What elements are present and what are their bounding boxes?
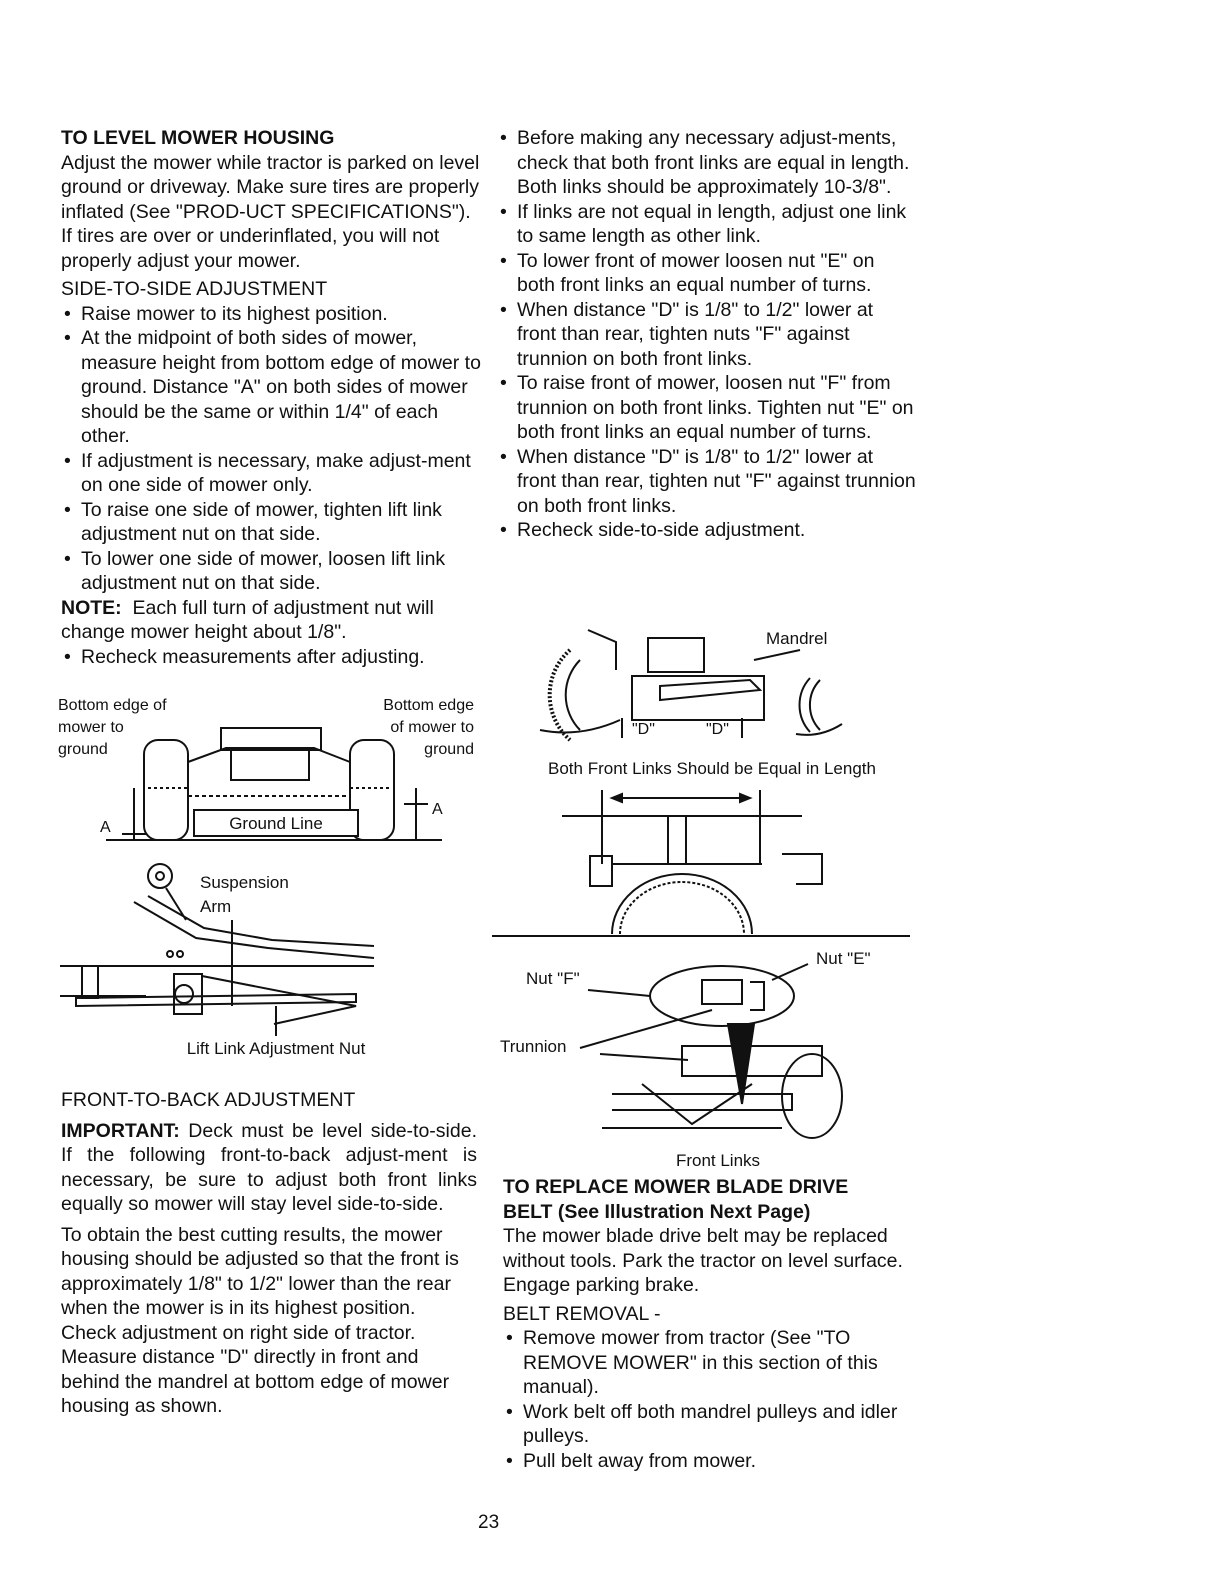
page-number: 23 xyxy=(478,1512,500,1533)
distance-d-front: "D" xyxy=(632,721,655,738)
list-item: • To raise one side of mower, tighten lift link adjustment nut on that side. xyxy=(61,498,481,547)
front-links-diagram xyxy=(492,784,910,1174)
list-item: • Remove mower from tractor (See "TO REMOVE MOWER" in this section of this manual). xyxy=(503,1326,913,1400)
replace-belt-section xyxy=(503,1175,913,1473)
front-links-caption: Front Links xyxy=(675,1151,761,1170)
list-item: • Work belt off both mandrel pulleys and idler pulleys. xyxy=(503,1400,913,1449)
important-label: IMPORTANT: xyxy=(61,1119,180,1142)
note-paragraph xyxy=(61,596,481,645)
lift-link-caption: Lift Link Adjustment Nut xyxy=(186,1039,366,1058)
suspension-label-line2: Arm xyxy=(200,897,232,916)
note-text: Each full turn of adjustment nut will change mower height about 1/8". xyxy=(61,596,434,643)
belt-removal-list xyxy=(503,1326,913,1473)
intro-paragraph: Adjust the mower while tractor is parked on level ground or driveway. Make sure tires are properly inflated (See "PROD-UCT SPECIFICATIONS"). If tires are over or underinflated, you will not properly adjust your mower. xyxy=(61,151,480,272)
mandrel-label: Mandrel xyxy=(766,629,828,648)
fig1-left-label-line1: Bottom edge of xyxy=(58,697,167,714)
nut-f-label: Nut "F" xyxy=(526,969,580,988)
distance-d-rear: "D" xyxy=(706,721,729,738)
best-cutting-paragraph: To obtain the best cutting results, the mower housing should be adjusted so that the front is approximately 1/8" to 1/2" lower than the rear when the mower is in its highest position. xyxy=(61,1223,459,1319)
note-label: NOTE: xyxy=(61,596,122,619)
side-to-side-diagram xyxy=(56,692,482,852)
list-item: • To lower front of mower loosen nut "E" on both front links an equal number of turns. xyxy=(497,249,917,298)
check-adjustment-paragraph: Check adjustment on right side of tractor. Measure distance "D" directly in front and behind the mandrel at bottom edge of mower housing as shown. xyxy=(61,1321,450,1417)
list-item: • To raise front of mower, loosen nut "F" from trunnion on both front links. Tighten nut "E" on both front links an equal number of turns. xyxy=(497,371,917,445)
recheck-list xyxy=(61,645,481,670)
nut-e-label: Nut "E" xyxy=(816,949,871,968)
replace-belt-paragraph: The mower blade drive belt may be replaced without tools. Park the tractor on level surface. Engage parking brake. xyxy=(503,1225,903,1296)
distance-a-right: A xyxy=(432,801,443,818)
equal-length-caption: Both Front Links Should be Equal in Length xyxy=(548,759,876,778)
fig1-right-label-line2: of mower to xyxy=(390,719,474,736)
list-item: • At the midpoint of both sides of mower, measure height from bottom edge of mower to ground. Distance "A" on both sides of mower should be the same or within 1/4" of each other. xyxy=(61,326,481,449)
side-to-side-heading: SIDE-TO-SIDE ADJUSTMENT xyxy=(61,278,328,300)
list-item: • Recheck measurements after adjusting. xyxy=(61,645,481,670)
list-item: • When distance "D" is 1/8" to 1/2" lower at front than rear, tighten nut "F" against trunnion on both front links. xyxy=(497,445,917,519)
mandrel-distance-diagram xyxy=(520,620,900,786)
list-item: • Before making any necessary adjust-ments, check that both front links are equal in length. Both links should be approximately 10-3/8". xyxy=(497,126,917,200)
list-item: • Recheck side-to-side adjustment. xyxy=(497,518,917,543)
suspension-label-line1: Suspension xyxy=(200,873,289,892)
right-column xyxy=(497,126,917,543)
ground-line-label: Ground Line xyxy=(229,814,323,833)
list-item: • When distance "D" is 1/8" to 1/2" lower at front than rear, tighten nuts "F" against trunnion on both front links. xyxy=(497,298,917,372)
important-text: Deck must be level side-to-side. If the following front-to-back adjust-ment is necessary, be sure to adjust both front links equally so mower will stay level side-to-side. xyxy=(61,1119,477,1215)
list-item: • Raise mower to its highest position. xyxy=(61,302,481,327)
trunnion-label: Trunnion xyxy=(500,1037,567,1056)
distance-a-left: A xyxy=(100,819,111,836)
important-paragraph xyxy=(61,1119,477,1217)
fig1-right-label-line1: Bottom edge xyxy=(383,697,474,714)
replace-belt-heading-line2: BELT (See Illustration Next Page) xyxy=(503,1200,811,1223)
fig1-left-label-line3: ground xyxy=(58,741,108,758)
list-item: • If links are not equal in length, adjust one link to same length as other link. xyxy=(497,200,917,249)
side-to-side-list xyxy=(61,302,481,596)
front-to-back-section xyxy=(61,1088,477,1419)
list-item: • To lower one side of mower, loosen lift link adjustment nut on that side. xyxy=(61,547,481,596)
fig1-left-label-line2: mower to xyxy=(58,719,124,736)
front-to-back-list xyxy=(497,126,917,543)
left-column xyxy=(61,126,481,669)
replace-belt-heading-line1: TO REPLACE MOWER BLADE DRIVE xyxy=(503,1176,849,1198)
list-item: • If adjustment is necessary, make adjust-ment on one side of mower only. xyxy=(61,449,481,498)
front-to-back-heading: FRONT-TO-BACK ADJUSTMENT xyxy=(61,1089,356,1111)
list-item: • Pull belt away from mower. xyxy=(503,1449,913,1474)
suspension-arm-diagram xyxy=(56,856,482,1066)
level-mower-heading: TO LEVEL MOWER HOUSING xyxy=(61,127,335,149)
belt-removal-heading: BELT REMOVAL - xyxy=(503,1302,661,1325)
fig1-right-label-line3: ground xyxy=(424,741,474,758)
